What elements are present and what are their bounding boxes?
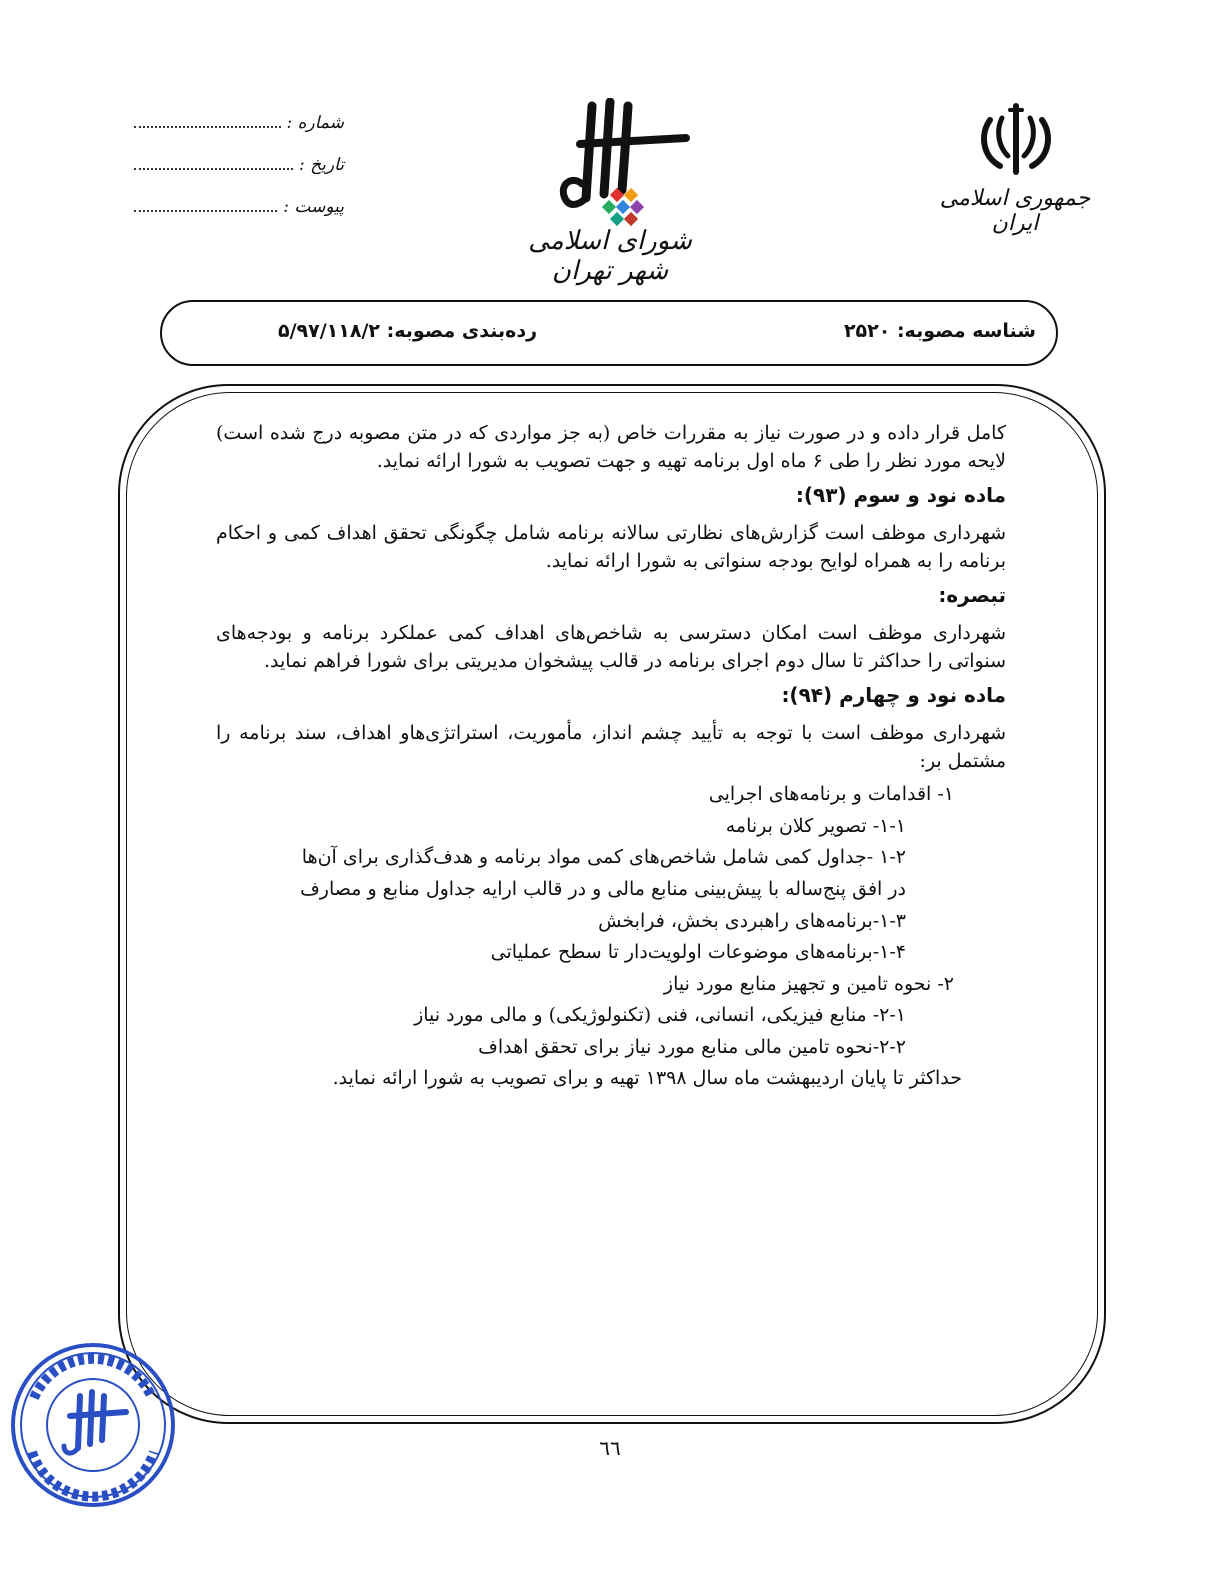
resolution-id-bar	[160, 300, 1058, 366]
council-name: شورای اسلامی شهر تهران	[528, 226, 692, 286]
list-item: ۲-۲-نحوه تامین مالی منابع مورد نیاز برای تحقق اهداف	[478, 1035, 906, 1058]
resolution-classification: رده‌بندی مصوبه: ۵/۹۷/۱۱۸/۲	[278, 320, 538, 342]
date-dotline	[134, 154, 293, 170]
program-items-list	[216, 781, 1006, 1061]
article-93-title: ماده نود و سوم (۹۳):	[795, 483, 1006, 508]
list-item: ۱- اقدامات و برنامه‌های اجرایی	[708, 783, 954, 806]
list-item: ۱-۲ -جداول کمی شامل شاخص‌های کمی مواد برنامه و هدف‌گذاری برای آن‌ها	[301, 846, 906, 869]
list-item: ۱-۱- تصویر کلان برنامه	[725, 814, 906, 837]
note-text: شهرداری موظف است امکان دسترسی به شاخص‌های اهداف کمی عملکرد برنامه و بودجه‌های سنواتی را حداکثر تا سال دوم اجرای برنامه در قالب پیشخوان مدیریتی برای شورا فراهم نماید.	[216, 622, 1006, 672]
date-field	[134, 154, 344, 196]
date-label: تاریخ :	[299, 155, 344, 175]
note-title: تبصره:	[938, 583, 1006, 608]
resolution-id: شناسه مصوبه: ۲۵۲۰	[843, 320, 1036, 342]
number-label: شماره :	[286, 113, 344, 133]
list-item: ۱-۴-برنامه‌های موضوعات اولویت‌دار تا سطح عملیاتی	[490, 941, 906, 964]
attachment-label: پیوست :	[283, 197, 344, 217]
resolution-body	[216, 420, 1006, 1099]
iran-emblem-icon	[976, 100, 1056, 180]
official-stamp-icon	[8, 1340, 178, 1510]
intro-paragraph: کامل قرار داده و در صورت نیاز به مقررات خاص (به جز مواردی که در متن مصوبه درج شده است) لایحه مورد نظر را طی ۶ ماه اول برنامه تهیه و جهت تصویب به شورا ارائه نماید.	[216, 422, 1006, 472]
list-item: ۲-۱- منابع فیزیکی، انسانی، فنی (تکنولوژیکی) و مالی مورد نیاز	[414, 1004, 906, 1027]
reference-fields	[134, 112, 344, 238]
number-field	[134, 112, 344, 154]
article-94-title: ماده نود و چهارم (۹۴):	[781, 683, 1006, 708]
attachment-field	[134, 196, 344, 238]
republic-name: جمهوری اسلامی ایران	[939, 186, 1091, 236]
list-item: ۲- نحوه تامین و تجهیز منابع مورد نیاز	[663, 972, 954, 995]
number-dotline	[134, 112, 281, 128]
article-93-text: شهرداری موظف است گزارش‌های نظارتی سالانه برنامه شامل چگونگی تحقق اهداف کمی و احکام برنامه را به همراه لوایح بودجه سنواتی به شورا ارائه نماید.	[216, 522, 1006, 572]
list-item: ۱-۳-برنامه‌های راهبردی بخش، فرابخش	[598, 909, 906, 932]
attachment-dotline	[134, 196, 277, 212]
page-number: ٦٦	[599, 1436, 621, 1460]
article-94-text: شهرداری موظف است با توجه به تأیید چشم انداز، مأموریت، استراتژی‌هاو اهداف، سند برنامه را مشتمل بر:	[216, 722, 1006, 772]
list-item: در افق پنج‌ساله با پیش‌بینی منابع مالی و در قالب ارایه جداول منابع و مصارف	[300, 878, 906, 901]
council-logo-icon	[540, 98, 690, 238]
closing-paragraph: حداکثر تا پایان اردیبهشت ماه سال ۱۳۹۸ تهیه و برای تصویب به شورا ارائه نماید.	[332, 1067, 962, 1090]
